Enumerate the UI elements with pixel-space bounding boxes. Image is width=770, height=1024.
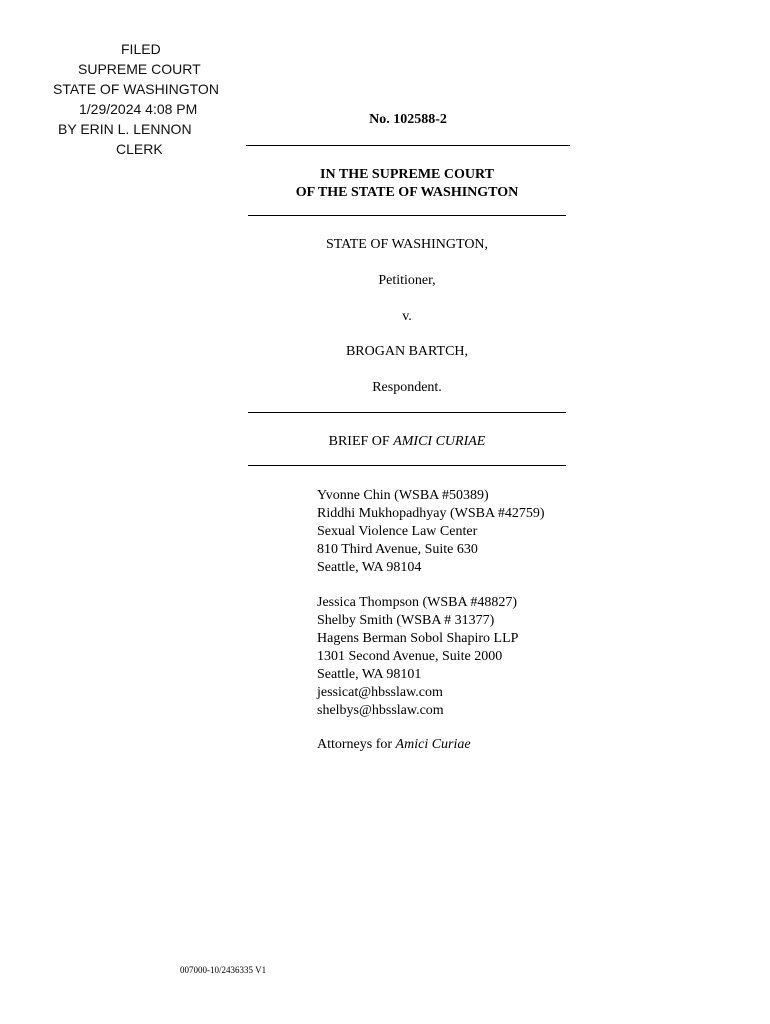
counsel-line: Sexual Violence Law Center [317,524,478,539]
court-line-1: IN THE SUPREME COURT [320,167,494,182]
counsel-line: Seattle, WA 98101 [317,667,422,682]
counsel-line: Shelby Smith (WSBA # 31377) [317,613,495,628]
case-number: No. 102588-2 [369,112,447,127]
counsel-block-svlc [317,487,545,577]
divider-rule [248,465,566,466]
counsel-line: Yvonne Chin (WSBA #50389) [317,488,489,503]
attorneys-for [317,736,471,754]
brief-title-prefix: BRIEF OF [328,434,394,449]
divider-rule [248,412,566,413]
brief-title [248,434,566,450]
counsel-block-hbss [317,594,518,720]
stamp-line-by: BY ERIN L. LENNON [58,121,192,137]
plaintiff-name: STATE OF WASHINGTON, [325,237,489,252]
counsel-line: Hagens Berman Sobol Shapiro LLP [317,631,519,646]
stamp-line-datetime: 1/29/2024 4:08 PM [79,101,198,117]
filing-stamp [40,39,244,159]
counsel-line: 1301 Second Avenue, Suite 2000 [317,649,503,664]
brief-title-italic: AMICI CURIAE [393,434,486,449]
counsel-line: Jessica Thompson (WSBA #48827) [317,595,518,610]
defendant-name: BROGAN BARTCH, [345,344,469,359]
counsel-line: 810 Third Avenue, Suite 630 [317,542,478,557]
counsel-email: jessicat@hbsslaw.com [317,685,443,700]
court-heading [248,166,566,202]
stamp-line-court: SUPREME COURT [78,61,201,77]
court-line-2: OF THE STATE OF WASHINGTON [295,185,519,200]
counsel-line: Riddhi Mukhopadhyay (WSBA #42759) [317,506,545,521]
attorneys-for-italic: Amici Curiae [395,737,471,752]
versus: v. [402,309,412,324]
divider-rule [248,215,566,216]
plaintiff-role: Petitioner, [378,273,436,288]
counsel-line: Seattle, WA 98104 [317,560,422,575]
counsel-email: shelbys@hbsslaw.com [317,703,444,718]
defendant-role: Respondent. [372,380,442,395]
stamp-line-clerk: CLERK [116,141,163,157]
divider-rule [246,145,570,146]
stamp-line-state: STATE OF WASHINGTON [53,81,219,97]
attorneys-for-prefix: Attorneys for [317,737,396,752]
stamp-line-filed: FILED [121,41,161,57]
document-id-footer: 007000-10/2436335 V1 [180,965,267,975]
